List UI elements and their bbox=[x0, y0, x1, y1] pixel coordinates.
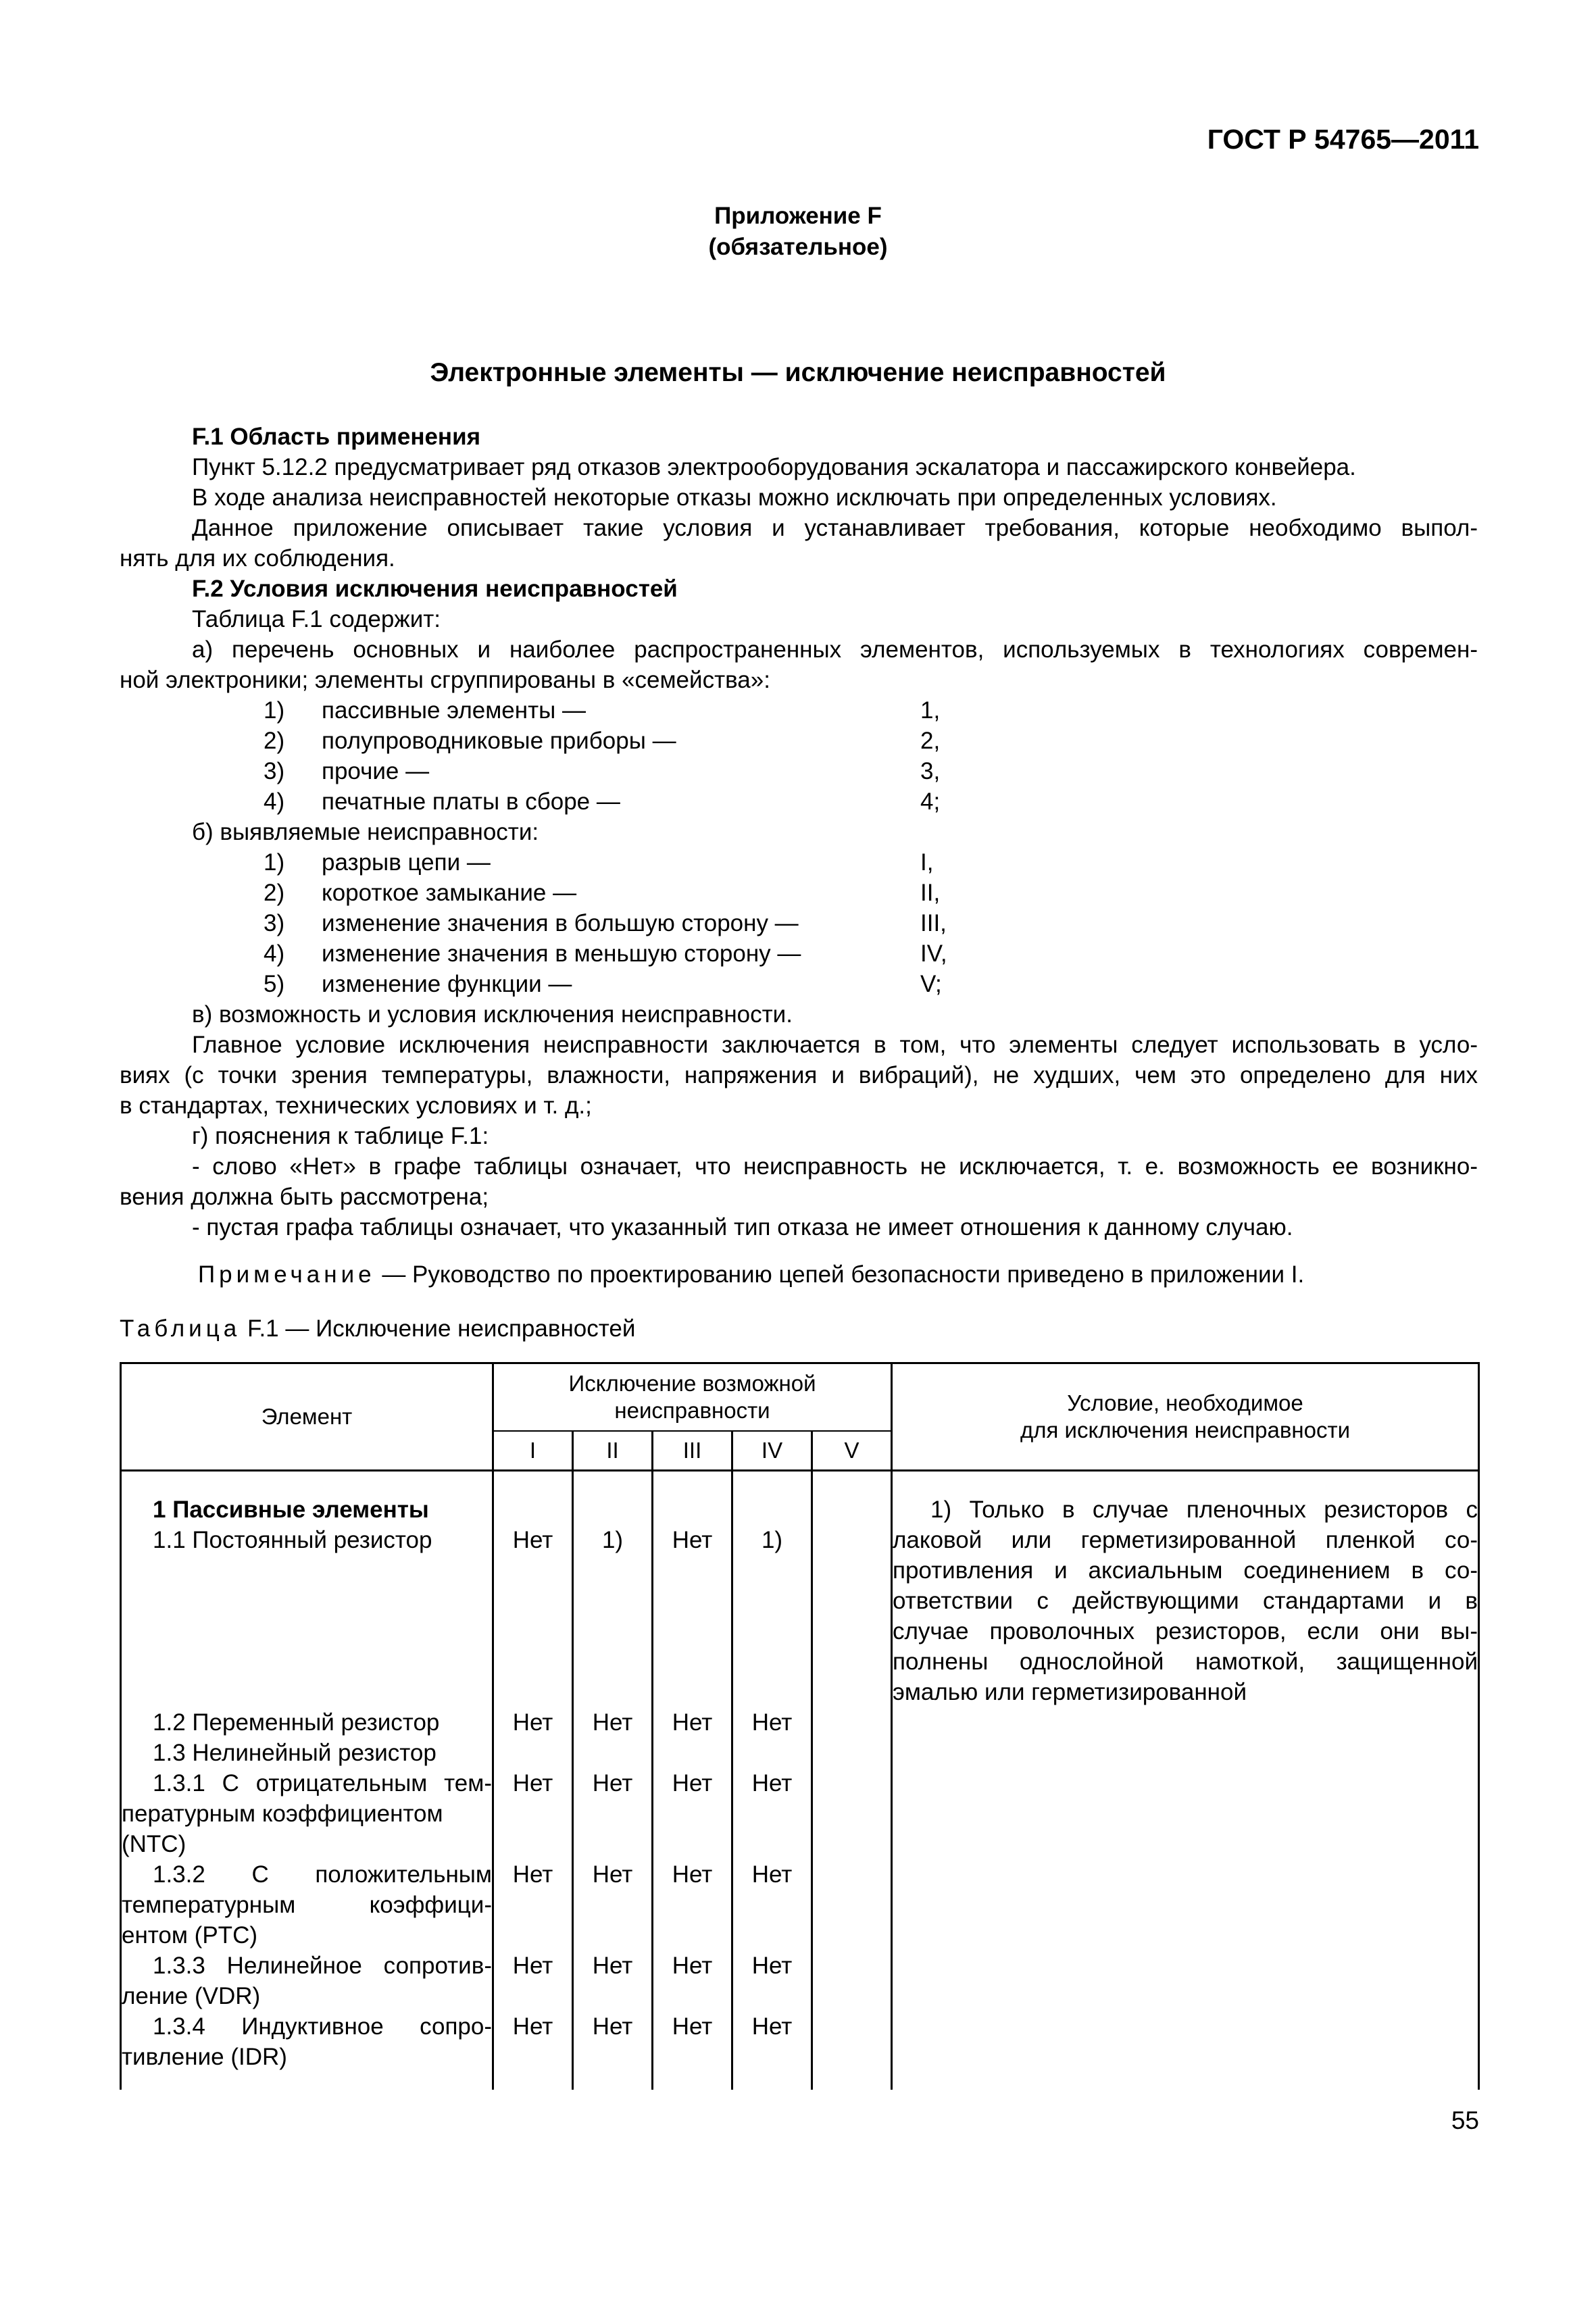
value-cell bbox=[732, 1738, 812, 1768]
paragraph: Данное приложение описывает такие условия и устанавливает требования, которые необходимо выпол- bbox=[192, 515, 1478, 541]
element-label: 1.1 Постоянный резистор bbox=[153, 1527, 432, 1553]
condition-line: полнены однослойной намоткой, защищенной bbox=[893, 1649, 1478, 1675]
column-header-fault-iii: III bbox=[653, 1431, 732, 1471]
element-cell bbox=[121, 1859, 493, 1951]
column-header-fault-v: V bbox=[812, 1431, 892, 1471]
list-item-code: 2, bbox=[920, 728, 941, 754]
list-item-code: IV, bbox=[920, 940, 947, 967]
element-label: 1.3.4 Индуктивное сопро- bbox=[153, 2013, 492, 2040]
value-cell bbox=[573, 1494, 653, 1525]
value-cell bbox=[493, 1494, 573, 1525]
value-cell: Нет bbox=[653, 1951, 732, 2011]
value-cell: Нет bbox=[653, 1707, 732, 1738]
table-row bbox=[121, 1494, 1479, 1525]
table-caption-label: Таблица bbox=[120, 1315, 241, 1342]
paragraph: Таблица F.1 содержит: bbox=[192, 606, 441, 632]
list-item-label: прочие — bbox=[322, 758, 430, 784]
paragraph: ной электроники; элементы сгруппированы в «семейства»: bbox=[120, 667, 770, 693]
list-item-label: полупроводниковые приборы — bbox=[322, 728, 676, 754]
paragraph: Пункт 5.12.2 предусматривает ряд отказов электрооборудования эскалатора и пассажирского конвейера. bbox=[192, 454, 1356, 480]
paragraph: Главное условие исключения неисправности заключается в том, что элементы следует использовать в усло- bbox=[192, 1032, 1478, 1058]
value-cell bbox=[812, 1707, 892, 1738]
value-cell: Нет bbox=[493, 1951, 573, 2011]
element-label: ентом (PTC) bbox=[122, 1922, 257, 1948]
column-header-condition bbox=[892, 1363, 1479, 1471]
element-label: тивление (IDR) bbox=[122, 2044, 287, 2070]
element-cell bbox=[121, 1738, 493, 1768]
list-item-number: 4) bbox=[264, 788, 285, 815]
list-item-number: 2) bbox=[264, 728, 285, 754]
condition-line: 1) Только в случае пленочных резисторов с bbox=[930, 1496, 1478, 1523]
element-label: (NTC) bbox=[122, 1831, 186, 1857]
list-item-code: 1, bbox=[920, 697, 941, 724]
value-cell: Нет bbox=[573, 1859, 653, 1951]
paragraph: нять для их соблюдения. bbox=[120, 545, 395, 572]
header-line: Условие, необходимое bbox=[1067, 1390, 1303, 1415]
fault-exclusion-table bbox=[120, 1362, 1480, 2090]
value-cell: Нет bbox=[573, 1768, 653, 1859]
value-cell bbox=[812, 2011, 892, 2090]
value-cell: Нет bbox=[732, 2011, 812, 2090]
note bbox=[198, 1259, 1304, 1290]
page-title: Электронные элементы — исключение неисправностей bbox=[430, 358, 1166, 387]
list-item-code: 3, bbox=[920, 758, 941, 784]
note-label: Примечание bbox=[198, 1261, 376, 1288]
element-label: пературным коэффициентом bbox=[122, 1801, 443, 1827]
section-f1-heading: F.1 Область применения bbox=[192, 424, 481, 450]
column-header-fault-iv: IV bbox=[732, 1431, 812, 1471]
column-header-fault-i: I bbox=[493, 1431, 573, 1471]
list-item-label: разрыв цепи — bbox=[322, 849, 491, 876]
condition-line: случае проволочных резисторов, если они вы- bbox=[893, 1618, 1478, 1644]
element-label: 1.3.2 С положительным bbox=[153, 1861, 492, 1888]
list-item-code: III, bbox=[920, 910, 947, 936]
document-id: ГОСТ Р 54765—2011 bbox=[1207, 124, 1479, 155]
section-f2-heading: F.2 Условия исключения неисправностей bbox=[192, 576, 678, 602]
value-cell: Нет bbox=[732, 1951, 812, 2011]
list-item-label: изменение значения в меньшую сторону — bbox=[322, 940, 801, 967]
element-cell bbox=[121, 2011, 493, 2090]
condition-line: ответствии с действующими стандартами и в bbox=[893, 1588, 1478, 1614]
list-item-number: 3) bbox=[264, 758, 285, 784]
element-label: ление (VDR) bbox=[122, 1983, 261, 2009]
element-label: 1 Пассивные элементы bbox=[153, 1496, 429, 1523]
element-cell bbox=[121, 1768, 493, 1859]
value-cell: Нет bbox=[573, 1951, 653, 2011]
column-header-element: Элемент bbox=[121, 1363, 493, 1471]
value-cell bbox=[812, 1859, 892, 1951]
condition-line: эмалью или герметизированной bbox=[893, 1679, 1247, 1705]
paragraph: г) пояснения к таблице F.1: bbox=[192, 1123, 489, 1149]
header-line: неисправности bbox=[614, 1398, 770, 1423]
value-cell bbox=[653, 1494, 732, 1525]
table-caption-text: F.1 — Исключение неисправностей bbox=[241, 1315, 636, 1342]
value-cell: Нет bbox=[653, 1525, 732, 1707]
value-cell: Нет bbox=[732, 1859, 812, 1951]
list-item-number: 2) bbox=[264, 880, 285, 906]
element-cell bbox=[121, 1707, 493, 1738]
value-cell bbox=[812, 1525, 892, 1707]
list-item-label: печатные платы в сборе — bbox=[322, 788, 620, 815]
element-label: 1.3.1 С отрицательным тем- bbox=[153, 1770, 492, 1796]
element-cell bbox=[121, 1951, 493, 2011]
value-cell: Нет bbox=[732, 1707, 812, 1738]
page-number: 55 bbox=[1451, 2107, 1479, 2134]
condition-cell bbox=[892, 1494, 1479, 2090]
value-cell: Нет bbox=[732, 1768, 812, 1859]
value-cell: Нет bbox=[493, 1525, 573, 1707]
paragraph: в) возможность и условия исключения неисправности. bbox=[192, 1001, 793, 1028]
value-cell: Нет bbox=[493, 1859, 573, 1951]
paragraph: вения должна быть рассмотрена; bbox=[120, 1184, 489, 1210]
value-cell: Нет bbox=[573, 2011, 653, 2090]
element-cell bbox=[121, 1525, 493, 1707]
list-item-code: V; bbox=[920, 971, 942, 997]
element-cell bbox=[121, 1494, 493, 1525]
list-item-label: пассивные элементы — bbox=[322, 697, 586, 724]
appendix-title: Приложение F bbox=[714, 203, 882, 229]
value-cell: Нет bbox=[493, 1768, 573, 1859]
value-cell: Нет bbox=[573, 1707, 653, 1738]
value-cell bbox=[573, 1738, 653, 1768]
list-item-number: 5) bbox=[264, 971, 285, 997]
value-cell bbox=[732, 1494, 812, 1525]
paragraph: а) перечень основных и наиболее распространенных элементов, используемых в технологиях современ- bbox=[192, 636, 1478, 663]
list-item-number: 1) bbox=[264, 697, 285, 724]
list-item-number: 3) bbox=[264, 910, 285, 936]
paragraph: - пустая графа таблицы означает, что указанный тип отказа не имеет отношения к данному случаю. bbox=[192, 1214, 1293, 1240]
element-label: 1.3 Нелинейный резистор bbox=[153, 1740, 437, 1766]
value-cell bbox=[812, 1738, 892, 1768]
value-cell: Нет bbox=[653, 2011, 732, 2090]
list-item-number: 4) bbox=[264, 940, 285, 967]
value-cell bbox=[493, 1738, 573, 1768]
list-item-code: I, bbox=[920, 849, 934, 876]
header-line: для исключения неисправности bbox=[1020, 1417, 1351, 1442]
list-item-code: 4; bbox=[920, 788, 941, 815]
element-label: 1.2 Переменный резистор bbox=[153, 1709, 440, 1736]
condition-line: лаковой или герметизированной пленкой со- bbox=[893, 1527, 1478, 1553]
value-cell bbox=[812, 1494, 892, 1525]
value-cell bbox=[812, 1951, 892, 2011]
list-item-label: короткое замыкание — bbox=[322, 880, 577, 906]
value-cell: Нет bbox=[653, 1859, 732, 1951]
element-label: 1.3.3 Нелинейное сопротив- bbox=[153, 1953, 492, 1979]
value-cell: Нет bbox=[493, 1707, 573, 1738]
paragraph: б) выявляемые неисправности: bbox=[192, 819, 539, 845]
paragraph: В ходе анализа неисправностей некоторые отказы можно исключать при определенных условиях. bbox=[192, 484, 1277, 511]
value-cell bbox=[812, 1768, 892, 1859]
note-text: — Руководство по проектированию цепей безопасности приведено в приложении I. bbox=[375, 1261, 1305, 1288]
appendix-subtitle: (обязательное) bbox=[708, 234, 888, 260]
column-header-fault-exclusion bbox=[493, 1363, 892, 1432]
value-cell bbox=[653, 1738, 732, 1768]
list-item-number: 1) bbox=[264, 849, 285, 876]
list-item-label: изменение функции — bbox=[322, 971, 572, 997]
value-cell: Нет bbox=[653, 1768, 732, 1859]
column-header-fault-ii: II bbox=[573, 1431, 653, 1471]
value-cell: Нет bbox=[493, 2011, 573, 2090]
condition-line: противления и аксиальным соединением в со- bbox=[893, 1557, 1478, 1584]
list-item-code: II, bbox=[920, 880, 941, 906]
value-cell: 1) bbox=[573, 1525, 653, 1707]
value-cell: 1) bbox=[732, 1525, 812, 1707]
list-item-label: изменение значения в большую сторону — bbox=[322, 910, 799, 936]
element-label: температурным коэффици- bbox=[122, 1892, 492, 1918]
table-caption bbox=[120, 1313, 635, 1344]
paragraph: в стандартах, технических условиях и т. д.; bbox=[120, 1092, 592, 1119]
paragraph: - слово «Нет» в графе таблицы означает, что неисправность не исключается, т. е. возможность ее возникно- bbox=[192, 1153, 1478, 1180]
paragraph: виях (с точки зрения температуры, влажности, напряжения и вибраций), не худших, чем это определено для них bbox=[120, 1062, 1478, 1088]
header-line: Исключение возможной bbox=[568, 1371, 816, 1396]
